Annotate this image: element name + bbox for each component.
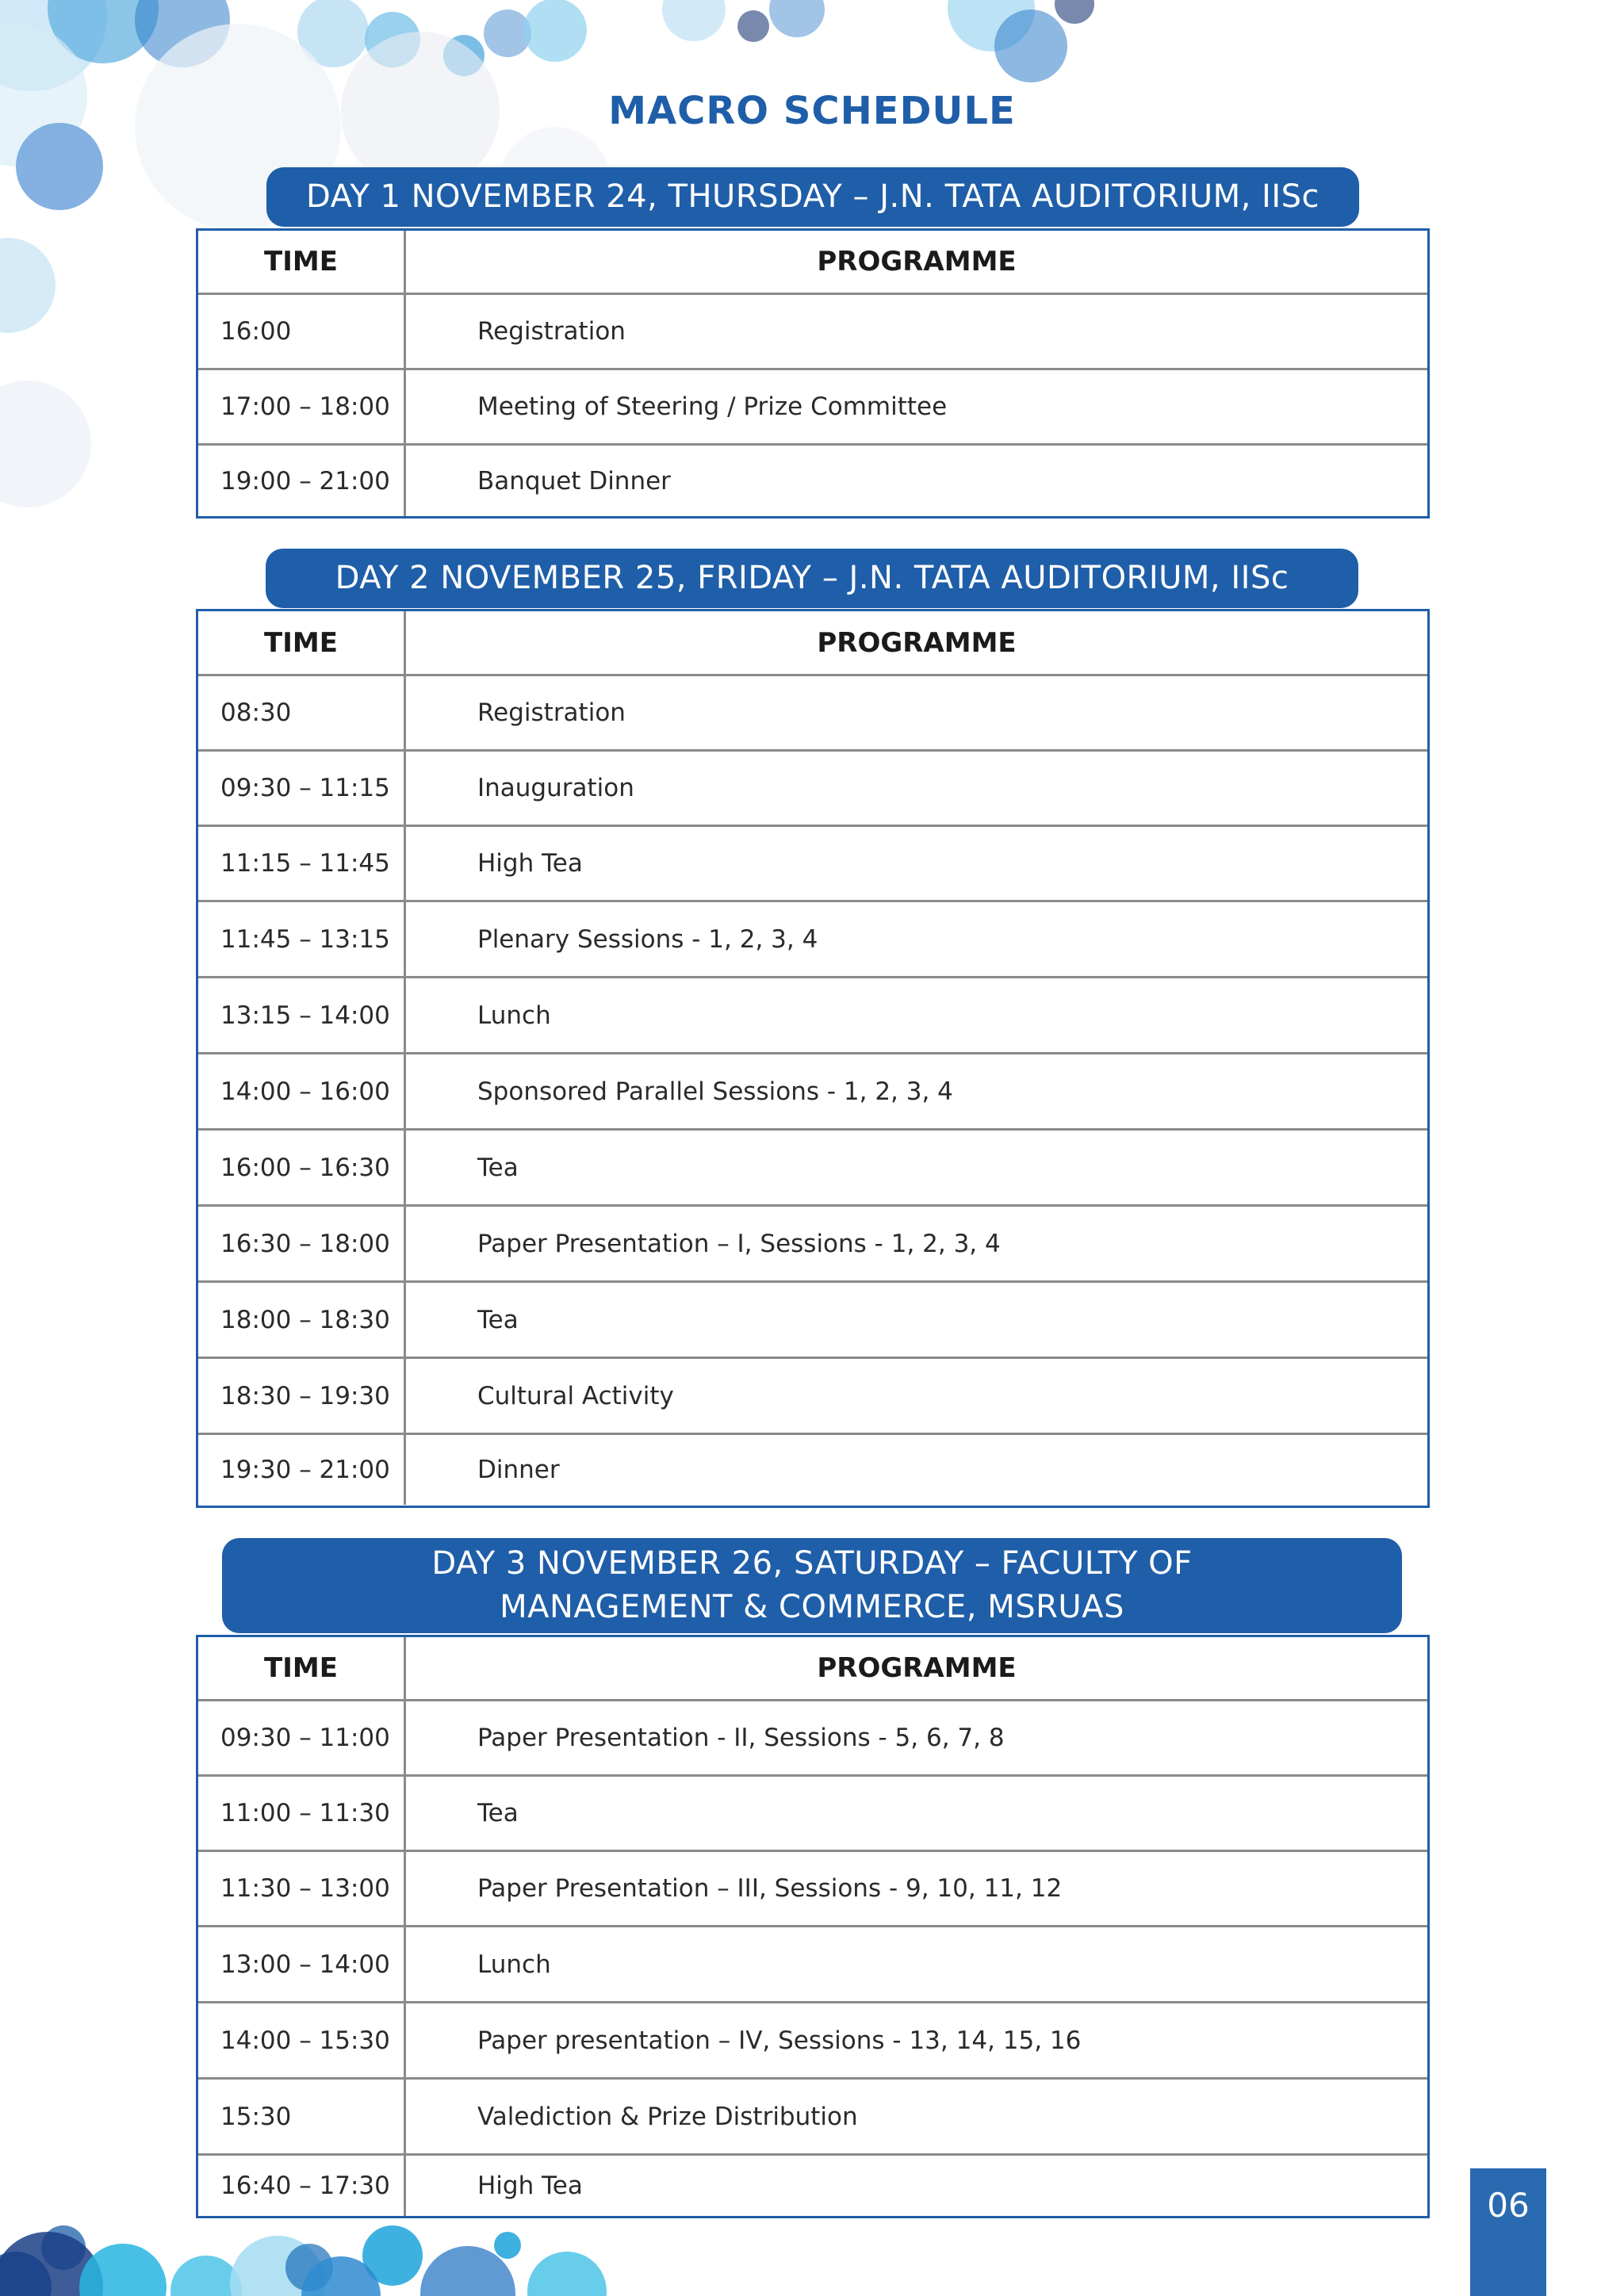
programme-cell: Tea bbox=[477, 1305, 519, 1334]
day-1-schedule-table bbox=[196, 228, 1430, 519]
table-row bbox=[198, 825, 1427, 900]
time-cell: 08:30 bbox=[198, 676, 406, 749]
table-row bbox=[198, 1925, 1427, 2001]
time-cell: 13:15 – 14:00 bbox=[198, 978, 406, 1052]
programme-cell: Lunch bbox=[477, 1950, 551, 1979]
time-cell: 15:30 bbox=[198, 2080, 406, 2153]
time-cell: 13:00 – 14:00 bbox=[198, 1927, 406, 2001]
time-cell: 11:15 – 11:45 bbox=[198, 827, 406, 900]
programme-cell: Paper presentation – IV, Sessions - 13, 14, 15, 16 bbox=[477, 2026, 1082, 2055]
programme-cell: Cultural Activity bbox=[477, 1381, 674, 1410]
programme-cell: Valediction & Prize Distribution bbox=[477, 2102, 858, 2131]
programme-column-header: PROGRAMME bbox=[817, 1652, 1017, 1684]
table-row bbox=[198, 443, 1427, 516]
bubble bbox=[994, 10, 1067, 82]
bubble bbox=[1055, 0, 1094, 24]
time-cell: 16:00 bbox=[198, 295, 406, 368]
table-row bbox=[198, 1850, 1427, 1925]
time-cell: 18:30 – 19:30 bbox=[198, 1359, 406, 1433]
table-row bbox=[198, 900, 1427, 976]
table-row bbox=[198, 1128, 1427, 1204]
time-cell: 16:40 – 17:30 bbox=[198, 2156, 406, 2216]
programme-cell: Meeting of Steering / Prize Committee bbox=[477, 392, 948, 421]
programme-cell: Banquet Dinner bbox=[477, 466, 671, 496]
programme-cell: High Tea bbox=[477, 2172, 583, 2200]
table-row bbox=[198, 976, 1427, 1052]
time-cell: 16:30 – 18:00 bbox=[198, 1207, 406, 1280]
day-2-banner-line: DAY 2 NOVEMBER 25, FRIDAY – J.N. TATA AUDITORIUM, IISc bbox=[335, 560, 1289, 596]
time-cell: 17:00 – 18:00 bbox=[198, 370, 406, 443]
table-row bbox=[198, 368, 1427, 443]
table-row bbox=[198, 674, 1427, 749]
time-cell: 09:30 – 11:15 bbox=[198, 752, 406, 825]
programme-cell: Paper Presentation – III, Sessions - 9, 10, 11, 12 bbox=[477, 1874, 1063, 1903]
day-3-banner-line-1: DAY 3 NOVEMBER 26, SATURDAY – FACULTY OF bbox=[431, 1545, 1193, 1582]
bubble bbox=[494, 2232, 521, 2259]
time-cell: 11:45 – 13:15 bbox=[198, 902, 406, 976]
table-row bbox=[198, 1280, 1427, 1357]
bubble bbox=[527, 2252, 607, 2296]
time-cell: 09:30 – 11:00 bbox=[198, 1701, 406, 1774]
time-cell: 14:00 – 16:00 bbox=[198, 1054, 406, 1128]
bubble bbox=[79, 2244, 167, 2296]
day-2-banner bbox=[266, 549, 1358, 608]
table-header-row bbox=[198, 611, 1427, 674]
bubble bbox=[0, 238, 56, 333]
time-cell: 19:30 – 21:00 bbox=[198, 1435, 406, 1505]
day-1-banner bbox=[266, 167, 1359, 227]
table-header-row bbox=[198, 231, 1427, 293]
time-cell: 16:00 – 16:30 bbox=[198, 1131, 406, 1204]
programme-cell: Tea bbox=[477, 1799, 519, 1827]
table-row bbox=[198, 293, 1427, 368]
day-3-banner-line-2: MANAGEMENT & COMMERCE, MSRUAS bbox=[500, 1589, 1124, 1625]
programme-cell: Tea bbox=[477, 1153, 519, 1182]
table-row bbox=[198, 1357, 1427, 1433]
table-row bbox=[198, 749, 1427, 825]
programme-column-header: PROGRAMME bbox=[817, 246, 1017, 277]
programme-cell: Sponsored Parallel Sessions - 1, 2, 3, 4 bbox=[477, 1077, 953, 1106]
bubble bbox=[737, 10, 769, 42]
programme-cell: Paper Presentation – I, Sessions - 1, 2, 3, 4 bbox=[477, 1229, 1001, 1258]
time-column-header: TIME bbox=[198, 231, 406, 293]
day-3-banner bbox=[222, 1538, 1402, 1633]
time-column-header: TIME bbox=[198, 1637, 406, 1699]
programme-cell: Inauguration bbox=[477, 774, 634, 802]
programme-cell: Paper Presentation - II, Sessions - 5, 6, 7, 8 bbox=[477, 1724, 1005, 1752]
table-row bbox=[198, 2077, 1427, 2153]
day-1-banner-line: DAY 1 NOVEMBER 24, THURSDAY – J.N. TATA AUDITORIUM, IISc bbox=[305, 178, 1320, 215]
table-row bbox=[198, 1699, 1427, 1774]
day-3-schedule-table bbox=[196, 1635, 1430, 2218]
bubble bbox=[662, 0, 726, 41]
programme-cell: Dinner bbox=[477, 1456, 560, 1484]
programme-cell: High Tea bbox=[477, 849, 583, 878]
day-2-schedule-table bbox=[196, 609, 1430, 1508]
bubble bbox=[0, 381, 91, 507]
time-cell: 19:00 – 21:00 bbox=[198, 446, 406, 516]
time-cell: 18:00 – 18:30 bbox=[198, 1283, 406, 1357]
bubble bbox=[769, 0, 825, 37]
table-row bbox=[198, 1052, 1427, 1128]
table-row bbox=[198, 1774, 1427, 1850]
programme-cell: Registration bbox=[477, 698, 626, 727]
table-header-row bbox=[198, 1637, 1427, 1699]
page-number: 06 bbox=[1470, 2168, 1546, 2296]
programme-column-header: PROGRAMME bbox=[817, 626, 1017, 659]
table-row bbox=[198, 1433, 1427, 1505]
bubble bbox=[523, 0, 587, 62]
page-title: MACRO SCHEDULE bbox=[608, 89, 1016, 133]
time-cell: 11:00 – 11:30 bbox=[198, 1777, 406, 1850]
programme-cell: Registration bbox=[477, 317, 626, 346]
table-row bbox=[198, 1204, 1427, 1280]
table-row bbox=[198, 2001, 1427, 2077]
time-cell: 11:30 – 13:00 bbox=[198, 1852, 406, 1925]
time-column-header: TIME bbox=[198, 611, 406, 674]
programme-cell: Plenary Sessions - 1, 2, 3, 4 bbox=[477, 924, 818, 954]
programme-cell: Lunch bbox=[477, 1001, 551, 1030]
time-cell: 14:00 – 15:30 bbox=[198, 2003, 406, 2077]
table-row bbox=[198, 2153, 1427, 2216]
